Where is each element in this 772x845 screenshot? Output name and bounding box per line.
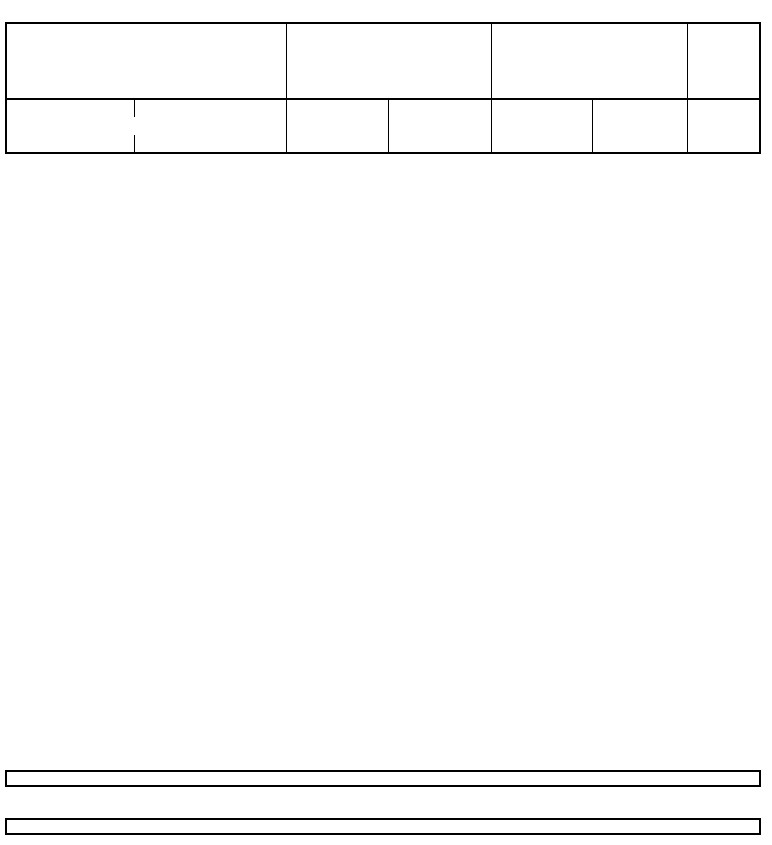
asset-statement-table	[5, 22, 761, 154]
table-cell	[491, 135, 592, 152]
header-closing	[491, 24, 687, 99]
cash-col-term	[134, 135, 286, 152]
table-cell	[592, 99, 687, 117]
table-header	[7, 24, 759, 99]
table-cell	[491, 99, 592, 117]
table-cell	[134, 99, 286, 117]
header-share	[687, 24, 759, 99]
table-cell	[592, 135, 687, 152]
cash-col-bank	[7, 135, 134, 152]
header-asset-type	[7, 24, 286, 99]
table-cell	[388, 117, 491, 134]
table-cell	[687, 99, 759, 117]
cash-heading-row	[7, 117, 759, 134]
table-cell	[286, 117, 388, 134]
table-cell	[687, 117, 759, 134]
table-cell	[286, 99, 388, 117]
table-cell	[286, 135, 388, 152]
table-cell	[592, 117, 687, 134]
table-cell	[687, 135, 759, 152]
table-cell	[491, 117, 592, 134]
table-cell	[7, 99, 134, 117]
cash-heading	[7, 117, 286, 134]
header-opening	[286, 24, 491, 99]
nav-per-unit-row	[5, 818, 761, 835]
units-outstanding-row	[5, 770, 761, 787]
cash-subheader-row	[7, 135, 759, 152]
table-cell	[388, 99, 491, 117]
spacer-row	[7, 99, 759, 117]
table-cell	[388, 135, 491, 152]
